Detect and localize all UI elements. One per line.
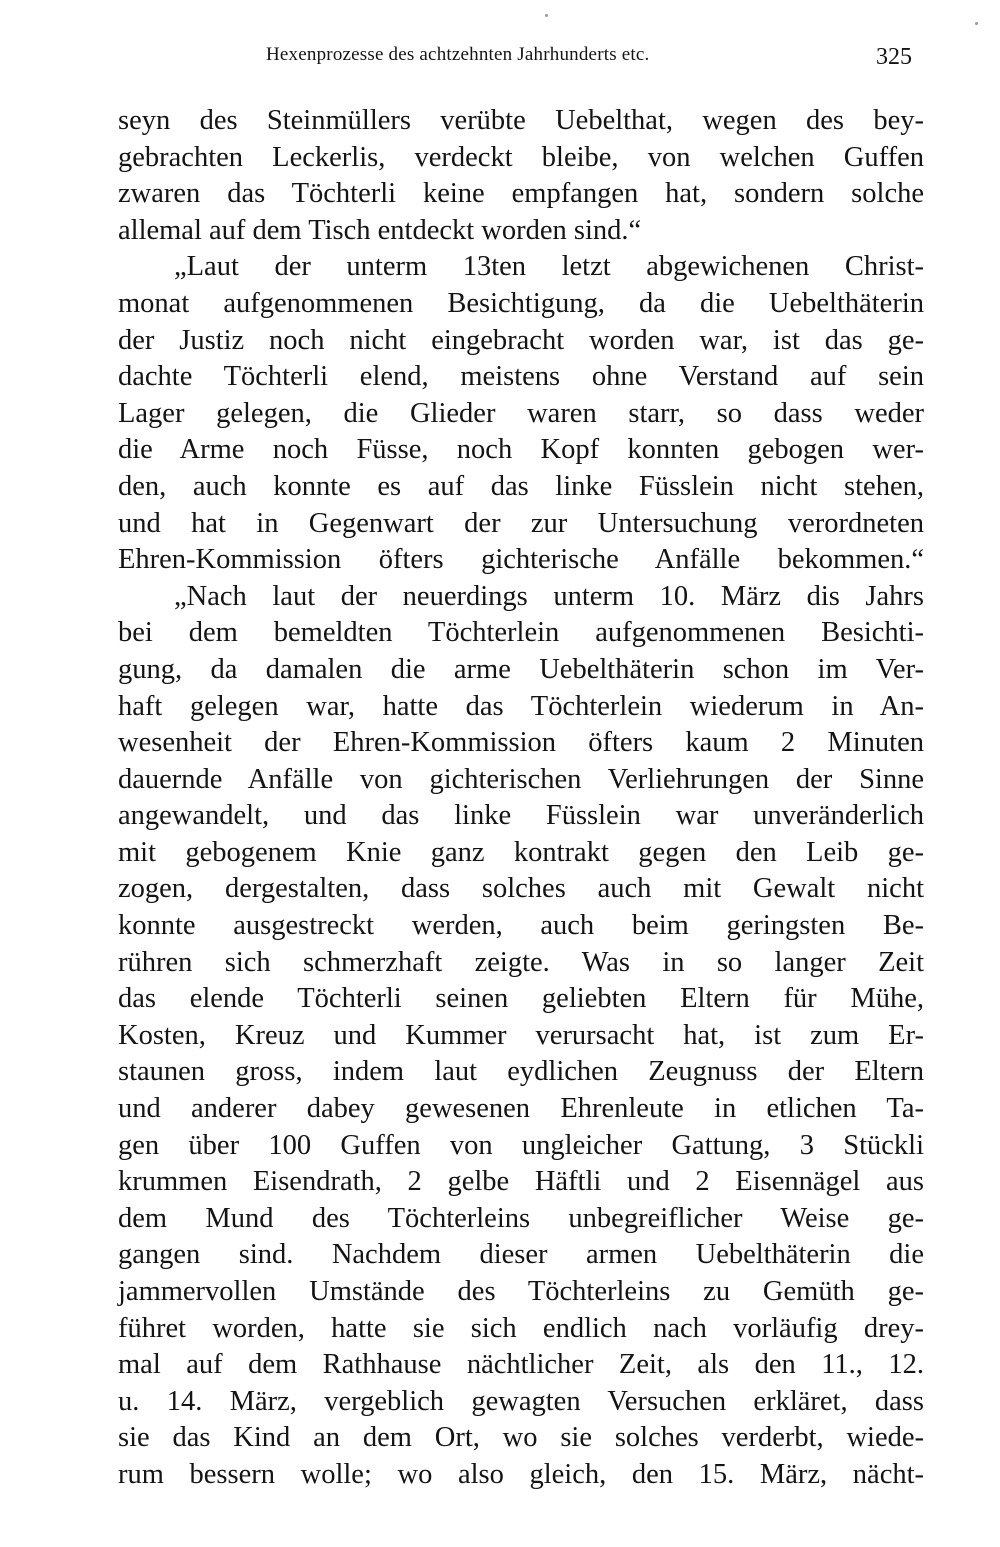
text-line: zwaren das Töchterli keine empfangen hat, sondern solche <box>118 178 924 210</box>
scan-speck <box>545 14 548 17</box>
text-line: monat aufgenommenen Besichtigung, da die Uebelthäterin <box>118 287 924 319</box>
text-line: haft gelegen war, hatte das Töchterlein wiederum in An- <box>118 690 924 722</box>
text-line: allemal auf dem Tisch entdeckt worden sind.“ <box>118 214 642 246</box>
running-head: Hexenprozesse des achtzehnten Jahrhunderts etc. <box>266 44 650 65</box>
text-line: der Justiz noch nicht eingebracht worden war, ist das ge- <box>118 324 924 356</box>
text-line: dem Mund des Töchterleins unbegreiflicher Weise ge- <box>118 1202 924 1234</box>
text-line: rühren sich schmerzhaft zeigte. Was in so langer Zeit <box>118 946 924 978</box>
scan-speck <box>975 22 978 25</box>
text-line: rum bessern wolle; wo also gleich, den 15. März, nächt- <box>118 1458 924 1490</box>
text-line: Kosten, Kreuz und Kummer verursacht hat, ist zum Er- <box>118 1019 924 1051</box>
text-line: Ehren-Kommission öfters gichterische Anfälle bekommen.“ <box>118 544 924 576</box>
text-line: zogen, dergestalten, dass solches auch mit Gewalt nicht <box>118 873 924 905</box>
text-line: seyn des Steinmüllers verübte Uebelthat, wegen des bey- <box>118 105 924 136</box>
text-line: bei dem bemeldten Töchterlein aufgenommenen Besichti- <box>118 617 924 649</box>
text-line: sie das Kind an dem Ort, wo sie solches verderbt, wiede- <box>118 1422 924 1454</box>
text-line: mal auf dem Rathhause nächtlicher Zeit, als den 11., 12. <box>118 1349 924 1381</box>
text-line: gen über 100 Guffen von ungleicher Gattung, 3 Stückli <box>118 1129 924 1161</box>
text-line: das elende Töchterli seinen geliebten Eltern für Mühe, <box>118 983 924 1015</box>
text-line: gung, da damalen die arme Uebelthäterin schon im Ver- <box>118 653 924 685</box>
text-line: die Arme noch Füsse, noch Kopf konnten gebogen wer- <box>118 434 924 466</box>
text-line: dachte Töchterli elend, meistens ohne Verstand auf sein <box>118 361 924 393</box>
text-line: konnte ausgestreckt werden, auch beim geringsten Be- <box>118 910 924 942</box>
text-line: den, auch konnte es auf das linke Füsslein nicht stehen, <box>118 470 924 502</box>
text-line: und hat in Gegenwart der zur Untersuchung verordneten <box>118 507 924 539</box>
text-line: dauernde Anfälle von gichterischen Verliehrungen der Sinne <box>118 763 924 795</box>
text-line: gebrachten Leckerlis, verdeckt bleibe, von welchen Guffen <box>118 141 924 173</box>
text-line: krummen Eisendrath, 2 gelbe Häftli und 2 Eisennägel aus <box>118 1166 924 1198</box>
text-line: mit gebogenem Knie ganz kontrakt gegen den Leib ge- <box>118 836 924 868</box>
text-line: „Laut der unterm 13ten letzt abgewichenen Christ- <box>174 251 924 283</box>
text-line: führet worden, hatte sie sich endlich nach vorläufig drey- <box>118 1312 924 1344</box>
text-line: gangen sind. Nachdem dieser armen Uebelthäterin die <box>118 1239 924 1271</box>
text-line: „Nach laut der neuerdings unterm 10. März dis Jahrs <box>174 580 924 612</box>
text-line: und anderer dabey gewesenen Ehrenleute in etlichen Ta- <box>118 1093 924 1125</box>
body-text <box>118 103 924 1494</box>
page-number: 325 <box>876 44 912 70</box>
text-line: wesenheit der Ehren-Kommission öfters kaum 2 Minuten <box>118 727 924 759</box>
text-line: Lager gelegen, die Glieder waren starr, so dass weder <box>118 397 924 429</box>
text-line: staunen gross, indem laut eydlichen Zeugnuss der Eltern <box>118 1056 924 1088</box>
text-line: angewandelt, und das linke Füsslein war unveränderlich <box>118 800 924 832</box>
text-line: u. 14. März, vergeblich gewagten Versuchen erkläret, dass <box>118 1385 924 1417</box>
text-line: jammervollen Umstände des Töchterleins zu Gemüth ge- <box>118 1276 924 1307</box>
